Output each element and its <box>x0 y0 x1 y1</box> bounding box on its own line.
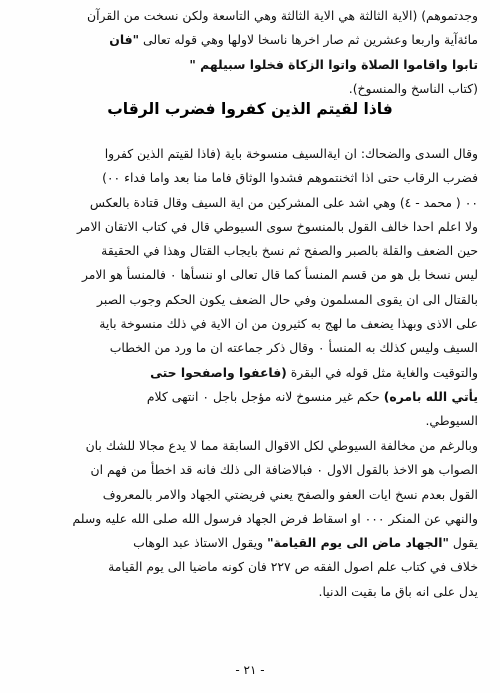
text-line: وجدتموهم) (الاية الثالثة هي الاية الثالثة وهي التاسعة ولكن نسخت من القرآن <box>87 8 478 23</box>
page-number: - ٢١ - <box>235 663 265 677</box>
text-line: ٠٠ ( محمد - ٤) وهي اشد على المشركين من اية السيف وقال قتادة بالعكس <box>89 194 478 210</box>
text-line: السيوطي. <box>425 413 478 429</box>
text-line <box>24 28 478 52</box>
text-run: والتوقيت والغاية مثل قوله في البقرة <box>286 364 478 380</box>
text-line: القول بعدم نسخ ايات العفو والصفح يعني فريضتي الجهاد والامر بالمعروف <box>102 486 478 502</box>
text-run: حكم غير منسوخ لانه مؤجل باجل ٠ انتهى كلام <box>146 388 384 404</box>
source-citation: (كتاب الناسخ والمنسوخ). <box>348 80 478 96</box>
opening-paragraph <box>24 4 478 101</box>
text-line: بالقتال الى ان يقوى المسلمون وفي حال الضعف يكون الحكم وجوب الصبر <box>97 291 478 307</box>
section-heading: فاذا لقيتم الذين كفروا فضرب الرقاب <box>107 100 393 118</box>
text-line: الصواب هو الاخذ بالقول الاول ٠ فبالاضافة الى ذلك فانه قد اخطأ من فهم ان <box>90 462 478 478</box>
text-run: مائةآية واربعا وعشرين ثم صار اخرها ناسخا لاولها وهي قوله تعالى <box>139 32 478 48</box>
text-line: وقال السدى والضحاك: ان ايةالسيف منسوخة باية (فاذا لقيتم الذين كفروا <box>104 146 478 161</box>
text-line: حين الضعف والقلة بالصبر والصفح ثم نسخ بايجاب القتال وهذا في الحقيقة <box>101 243 478 259</box>
text-line: السيف وليس كذلك به المنسأ ٠ وقال ذكر جماعته ان ما ورد من الخطاب <box>109 340 478 356</box>
text-line <box>24 361 478 385</box>
text-run: ويقول الاستاذ عبد الوهاب <box>133 535 268 551</box>
third-paragraph <box>24 434 478 604</box>
quran-quote: "فان <box>109 32 140 48</box>
text-line: والنهي عن المنكر ٠٠٠ او اسقاط فرض الجهاد فرسول الله صلى الله عليه وسلم <box>72 510 478 526</box>
text-line <box>24 385 478 409</box>
second-paragraph <box>24 142 478 434</box>
hadith-quote: "الجهاد ماض الى يوم القيامة" <box>267 535 449 551</box>
text-line: وبالرغم من مخالفة السيوطي لكل الاقوال السابقة مما لا يدع مجالا للشك بان <box>85 438 478 453</box>
text-line: ليس نسخا بل هو من قسم المنسأ كما قال تعالى او ننسأها ٠ فالمنسأ هو الامر <box>81 267 478 283</box>
text-run: يقول <box>448 535 478 551</box>
quran-quote: يأتي الله بامره) <box>383 388 478 404</box>
text-line <box>24 531 478 555</box>
text-line: فضرب الرقاب حتى اذا اثخنتموهم فشدوا الوثاق فاما منا بعد واما فداء ٠٠) <box>102 170 478 186</box>
quran-quote: تابوا واقاموا الصلاة واتوا الزكاة فخلوا سبيلهم " <box>189 56 478 72</box>
text-line: خلاف في كتاب علم اصول الفقه ص ٢٢٧ فان كونه ماضيا الى يوم القيامة <box>108 559 478 575</box>
text-line: يدل على انه باق ما بقيت الدنيا. <box>318 583 478 599</box>
text-line: ولا اعلم احدا خالف القول بالمنسوخ سوى السيوطي قال في كتاب الاتقان الامر <box>76 218 478 234</box>
quran-quote: (فاعفوا واصفحوا حتى <box>150 364 287 380</box>
text-line: على الاذى وبهذا يضعف ما لهج به كثيرون من ان الاية في ذلك منسوخة باية <box>99 316 478 332</box>
